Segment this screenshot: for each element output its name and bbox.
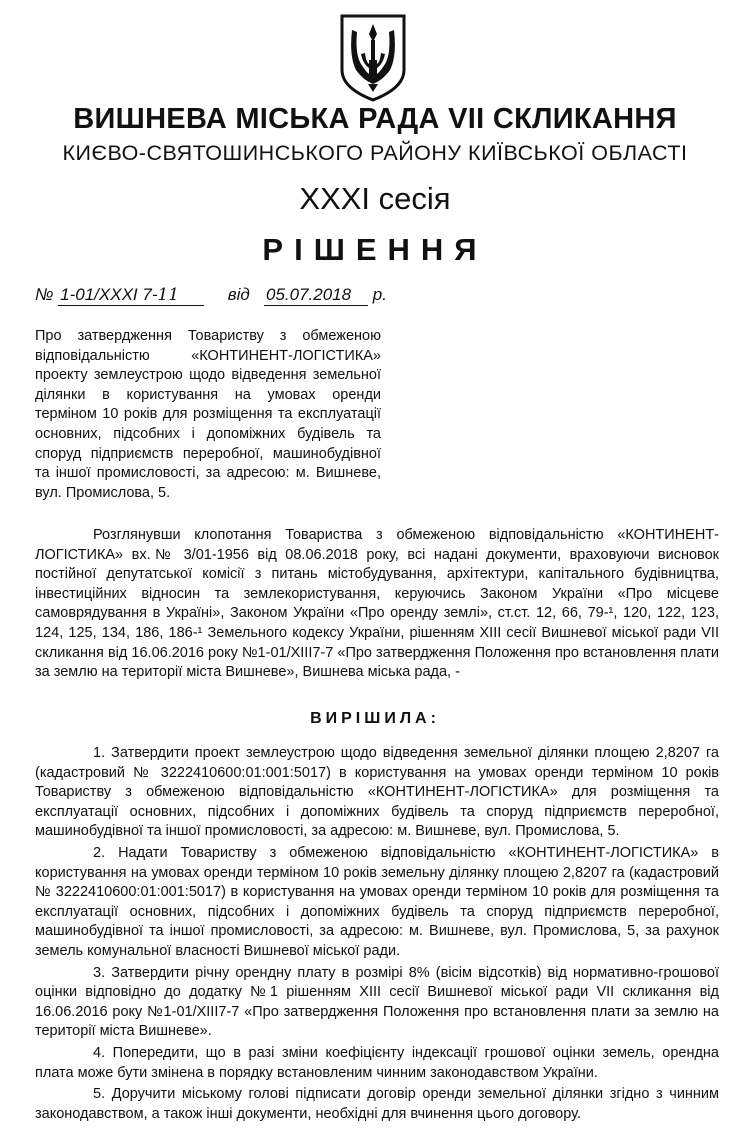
number-prefix: № <box>35 285 54 304</box>
decision-item-5: 5. Доручити міському голові підписати договір оренди земельної ділянки згідно з чинним законодавством, а також інші документи, необхідні для вчинення цього договору. <box>35 1086 719 1122</box>
resolved-heading: ВИРІШИЛА: <box>310 710 440 727</box>
trident-emblem-icon <box>338 12 408 102</box>
decision-item-4: 4. Попередити, що в разі зміни коефіцієнту індексації грошової оцінки земель, орендна плата може бути змінена в порядку встановленим чинним законодавством України. <box>35 1044 719 1081</box>
preamble-section <box>35 526 719 683</box>
decision-date: 05.07.2018 <box>264 285 368 306</box>
decision-number-line <box>35 285 387 306</box>
decision-item-3: 3. Затвердити річну орендну плату в розмірі 8% (вісім відсотків) від нормативно-грошової оцінки відповідно до додатку №1 рішенням XIII сесії Вишневої міської ради VII скликання від 16.06.2016 року №1-01/XIII7-7 «Про затвердження Положення про встановлення плати за землю на території міста Вишневе». <box>35 964 719 1040</box>
council-district: КИЄВО-СВЯТОШИНСЬКОГО РАЙОНУ КИЇВСЬКОЇ ОБЛАСТІ <box>62 141 688 165</box>
decision-number-handwritten: 11 <box>157 285 180 305</box>
decision-item-2: 2. Надати Товариству з обмеженою відповідальністю «КОНТИНЕНТ-ЛОГІСТИКА» в користування на умовах оренди терміном 10 років земельну ділянку площею 2,8207 га (кадастровий № 3222410600:01:001:5017) в користування на умовах оренди терміном 10 років для розміщення та експлуатації основних, підсобних і допоміжних будівель та споруд підприємств переробної, машинобудівної та іншої промисловості, за адресою: м. Вишневе, вул. Промислова, 5, за рахунок земель комунальної власності Вишневої міської ради. <box>35 844 719 959</box>
preamble-paragraph: Розглянувши клопотання Товариства з обмеженою відповідальністю «КОНТИНЕНТ-ЛОГІСТИКА» вх.№ 3/01-1956 від 08.06.2018 року, всі надані документи, враховуючи висновок постійної депутатської комісії з питань містобудування, архітектури, капітального будівництва, інвестиційних відносин та землекористування, керуючись Законом України «Про місцеве самоврядування в Україні», Законом України «Про оренду землі», ст.ст. 12, 66, 79-¹, 120, 122, 123, 124, 125, 134, 186, 186-¹ Земельного кодексу України, рішенням XIII сесії Вишневої міської ради VII скликання від 16.06.2016 року №1-01/XIII7-7 «Про затвердження Положення про встановлення плати за землю на території міста Вишневе», Вишнева міська рада, - <box>35 527 719 681</box>
decision-title: РІШЕННЯ <box>262 232 488 267</box>
decision-number <box>58 285 204 306</box>
date-suffix: р. <box>372 285 387 304</box>
council-title: ВИШНЕВА МІСЬКА РАДА VII СКЛИКАННЯ <box>73 103 677 135</box>
decision-item-1: 1. Затвердити проект землеустрою щодо відведення земельної ділянки площею 2,8207 га (кадастровий № 3222410600:01:001:5017) в користування на умовах оренди терміном 10 років Товариству з обмеженою відповідальністю «КОНТИНЕНТ-ЛОГІСТИКА» для розміщення та експлуатації основних, підсобних і допоміжних будівель та споруд підприємств переробної, машинобудівної та іншої промисловості, за адресою: м. Вишневе, вул. Промислова, 5. <box>35 745 719 840</box>
decision-number-printed: 1-01/XXXI 7- <box>60 285 158 304</box>
decision-subject: Про затвердження Товариству з обмеженою відповідальністю «КОНТИНЕНТ-ЛОГІСТИКА» проекту землеустрою щодо відведення земельної ділянки в користування на умовах оренди терміном 10 років для розміщення та експлуатації основних, підсобних і допоміжних будівель та споруд підприємств переробної, машинобудівної та іншої промисловості, за адресою: м. Вишневе, вул. Промислова, 5. <box>35 328 381 501</box>
session-title: XXXI сесія <box>299 181 451 216</box>
decision-items <box>35 744 719 1126</box>
date-prefix: від <box>227 285 250 304</box>
